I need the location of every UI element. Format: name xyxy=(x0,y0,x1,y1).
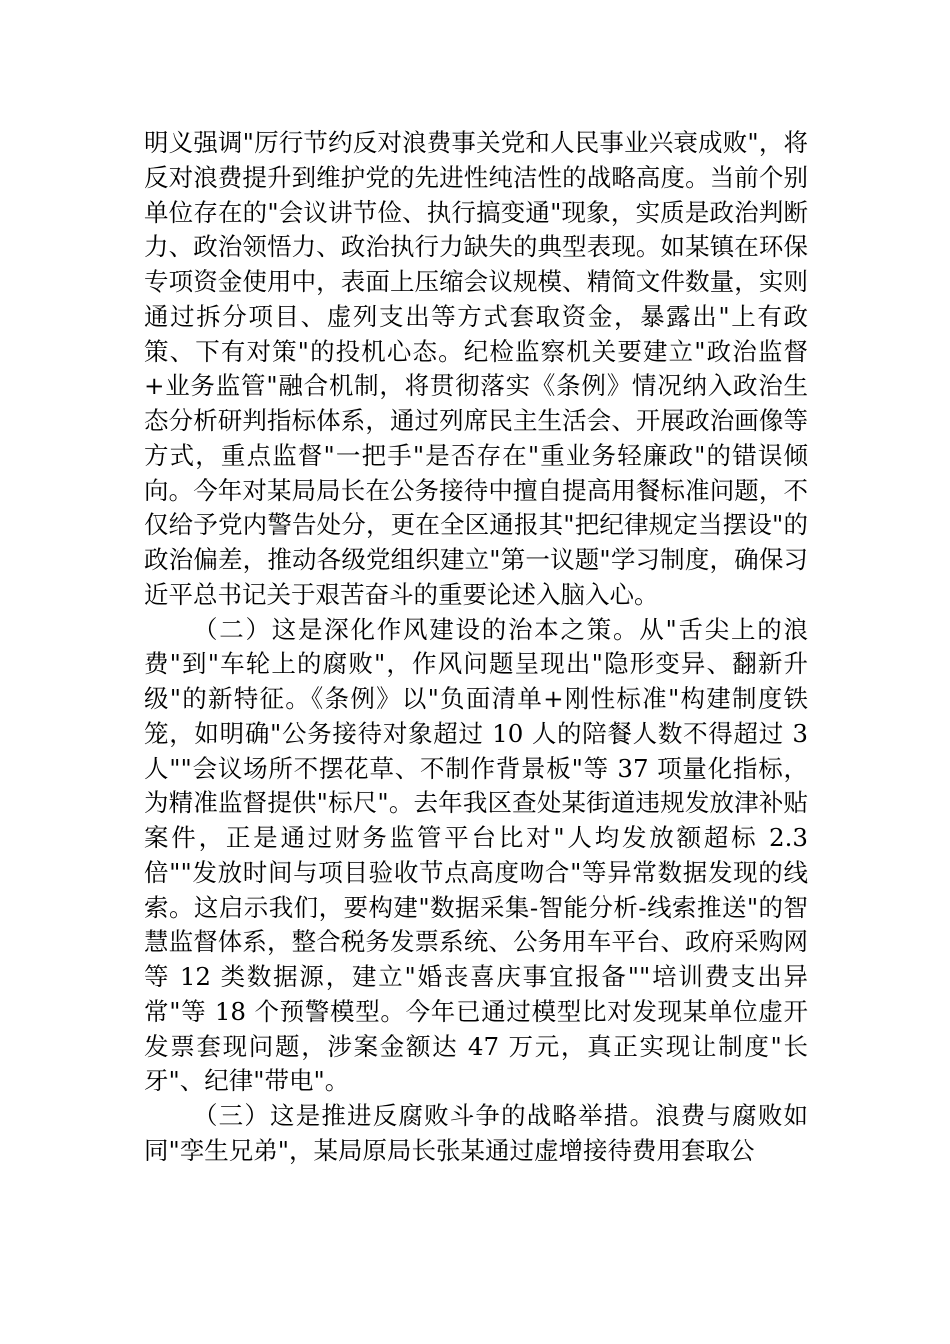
paragraph-section-two: （二）这是深化作风建设的治本之策。从"舌尖上的浪费"到"车轮上的腐败"，作风问题呈现出"隐形变异、翻新升级"的新特征。《条例》以"负面清单+刚性标准"构建制度铁笼，如明确"公务接待对象超过 10 人的陪餐人数不得超过 3 人""会议场所不摆花草、不制作背景板"等 37 项量化指标，为精准监督提供"标尺"。去年我区查处某街道违规发放津补贴案件，正是通过财务监管平台比对"人均发放额超标 2.3 倍""发放时间与项目验收节点高度吻合"等异常数据发现的线索。这启示我们，要构建"数据采集-智能分析-线索推送"的智慧监督体系，整合税务发票系统、公务用车平台、政府采购网等 12 类数据源，建立"婚丧喜庆事宜报备""培训费支出异常"等 18 个预警模型。今年已通过模型比对发现某单位虚开发票套现问题，涉案金额达 47 万元，真正实现让制度"长牙"、纪律"带电"。 xyxy=(144,614,808,1096)
document-body xyxy=(144,126,808,1169)
paragraph-section-three: （三）这是推进反腐败斗争的战略举措。浪费与腐败如同"孪生兄弟"，某局原局长张某通过虚增接待费用套取公 xyxy=(144,1101,808,1165)
paragraph-continued: 明义强调"厉行节约反对浪费事关党和人民事业兴衰成败"，将反对浪费提升到维护党的先进性纯洁性的战略高度。当前个别单位存在的"会议讲节俭、执行搞变通"现象，实质是政治判断力、政治领悟力、政治执行力缺失的典型表现。如某镇在环保专项资金使用中，表面上压缩会议规模、精简文件数量，实则通过拆分项目、虚列支出等方式套取资金，暴露出"上有政策、下有对策"的投机心态。纪检监察机关要建立"政治监督+业务监管"融合机制，将贯彻落实《条例》情况纳入政治生态分析研判指标体系，通过列席民主生活会、开展政治画像等方式，重点监督"一把手"是否存在"重业务轻廉政"的错误倾向。今年对某局局长在公务接待中擅自提高用餐标准问题，不仅给予党内警告处分，更在全区通报其"把纪律规定当摆设"的政治偏差，推动各级党组织建立"第一议题"学习制度，确保习近平总书记关于艰苦奋斗的重要论述入脑入心。 xyxy=(144,128,808,609)
